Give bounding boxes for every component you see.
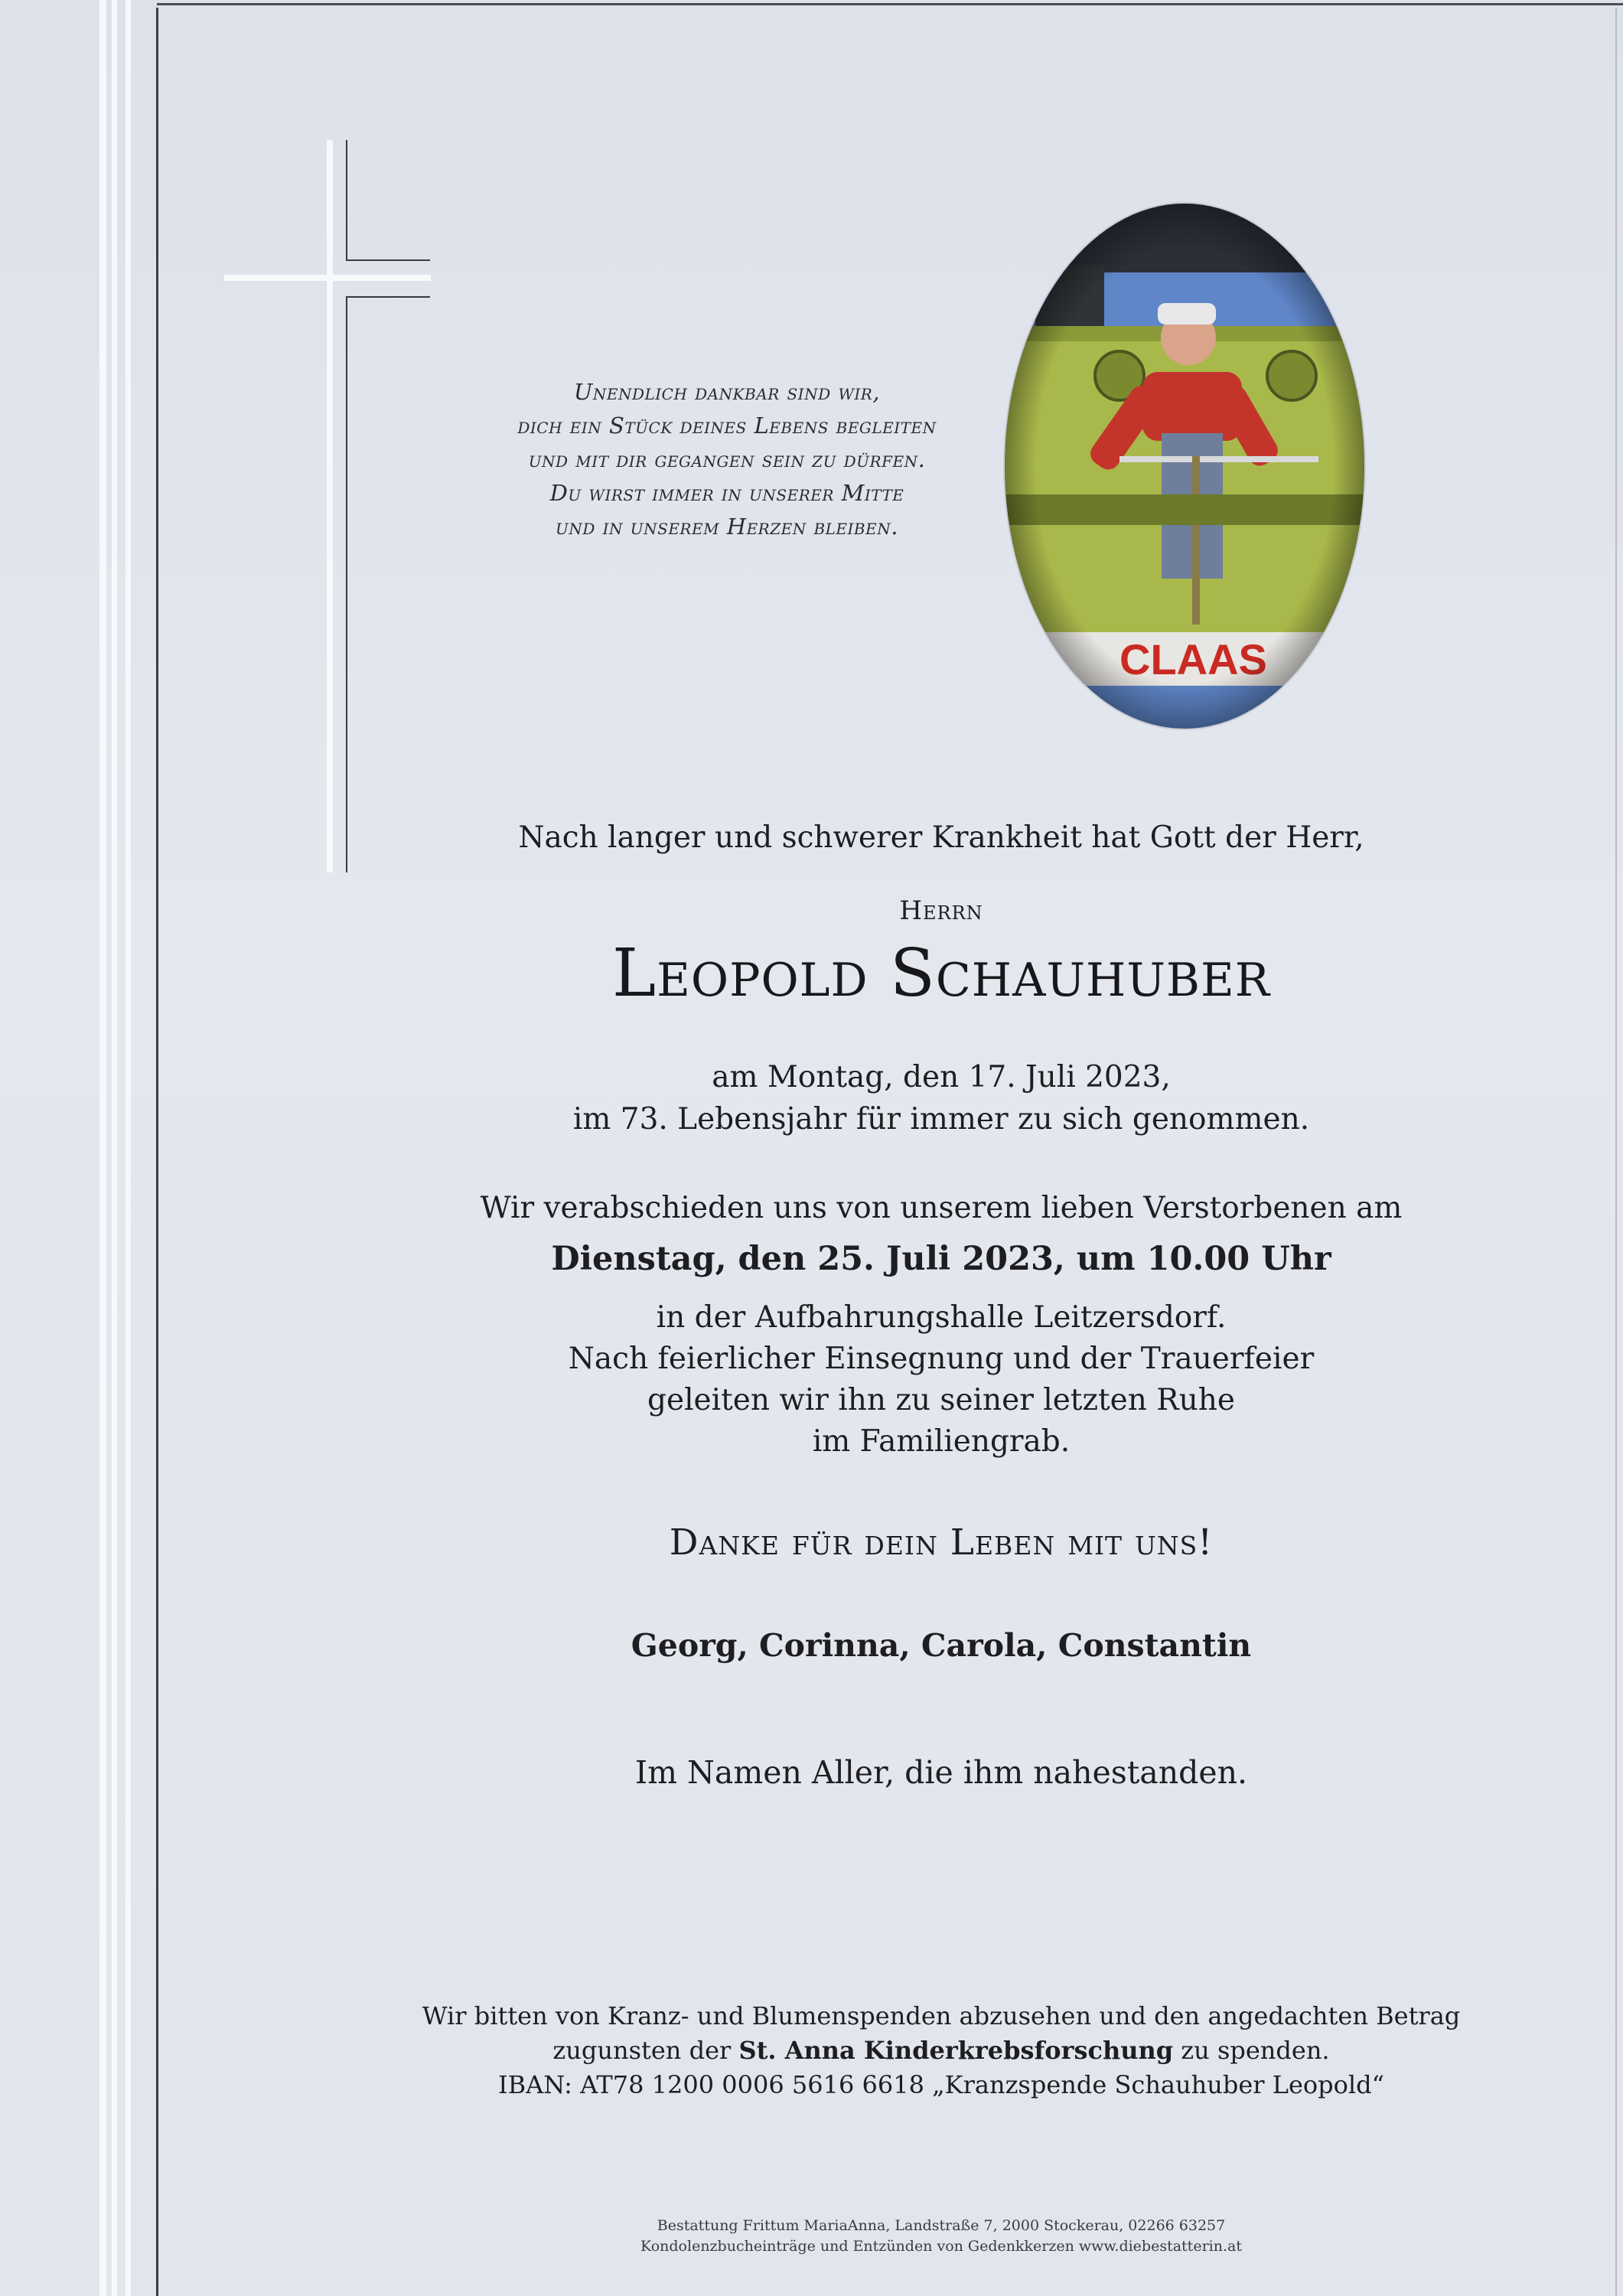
quote-line: dich ein Stück deines Lebens begleiten bbox=[517, 413, 937, 439]
right-border-line bbox=[1615, 8, 1617, 2296]
side-border-line bbox=[156, 8, 158, 2296]
iban-line: IBAN: AT78 1200 0006 5616 6618 „Kranzspende Schauhuber Leopold“ bbox=[497, 2070, 1384, 2099]
closing-text: Im Namen Aller, die ihm nahestanden. bbox=[634, 1754, 1248, 1791]
family-names: Georg, Corinna, Carola, Constantin bbox=[631, 1627, 1252, 1664]
death-date-line: am Montag, den 17. Juli 2023, bbox=[712, 1060, 1171, 1094]
death-date bbox=[413, 1056, 1469, 1140]
footer-line: Bestattung Frittum MariaAnna, Landstraße 7, 2000 Stockerau, 02266 63257 bbox=[657, 2217, 1226, 2234]
death-date-line: im 73. Lebensjahr für immer zu sich genommen. bbox=[572, 1102, 1310, 1137]
service-location bbox=[413, 1297, 1469, 1463]
funeral-home-footer bbox=[413, 2216, 1469, 2257]
donation-line: Wir bitten von Kranz- und Blumenspenden abzusehen und den angedachten Betrag bbox=[422, 2001, 1461, 2030]
portrait-photo bbox=[1005, 204, 1364, 729]
thanks-heading: Danke für dein Leben mit uns! bbox=[669, 1521, 1214, 1564]
quote-line: und in unserem Herzen bleiben. bbox=[556, 514, 898, 540]
deceased-name: Leopold Schauhuber bbox=[612, 935, 1270, 1012]
location-line: Nach feierlicher Einsegnung und der Trauerfeier bbox=[568, 1342, 1315, 1376]
top-border-line bbox=[157, 3, 1623, 5]
farewell-text: Wir verabschieden uns von unserem lieben Verstorbenen am bbox=[480, 1191, 1403, 1225]
quote-line: Du wirst immer in unserer Mitte bbox=[549, 480, 904, 506]
intro-text: Nach langer und schwerer Krankheit hat Gott der Herr, bbox=[518, 820, 1364, 855]
location-line: im Familiengrab. bbox=[812, 1424, 1071, 1459]
donation-line: zugunsten der St. Anna Kinderkrebsforschung zu spenden. bbox=[552, 2036, 1330, 2065]
footer-line: Kondolenzbucheinträge und Entzünden von Gedenkkerzen www.diebestatterin.at bbox=[640, 2238, 1242, 2255]
salutation: Herrn bbox=[899, 895, 983, 926]
quote-line: und mit dir gegangen sein zu dürfen. bbox=[528, 446, 926, 472]
charity-name: St. Anna Kinderkrebsforschung bbox=[738, 2036, 1174, 2065]
side-stripes bbox=[96, 0, 158, 2296]
quote-line: Unendlich dankbar sind wir, bbox=[573, 379, 881, 405]
service-datetime: Dienstag, den 25. Juli 2023, um 10.00 Uhr bbox=[551, 1240, 1331, 1278]
memorial-quote bbox=[459, 375, 995, 543]
donation-request bbox=[413, 1999, 1469, 2102]
location-line: in der Aufbahrungshalle Leitzersdorf. bbox=[656, 1300, 1227, 1335]
location-line: geleiten wir ihn zu seiner letzten Ruhe bbox=[647, 1383, 1235, 1417]
